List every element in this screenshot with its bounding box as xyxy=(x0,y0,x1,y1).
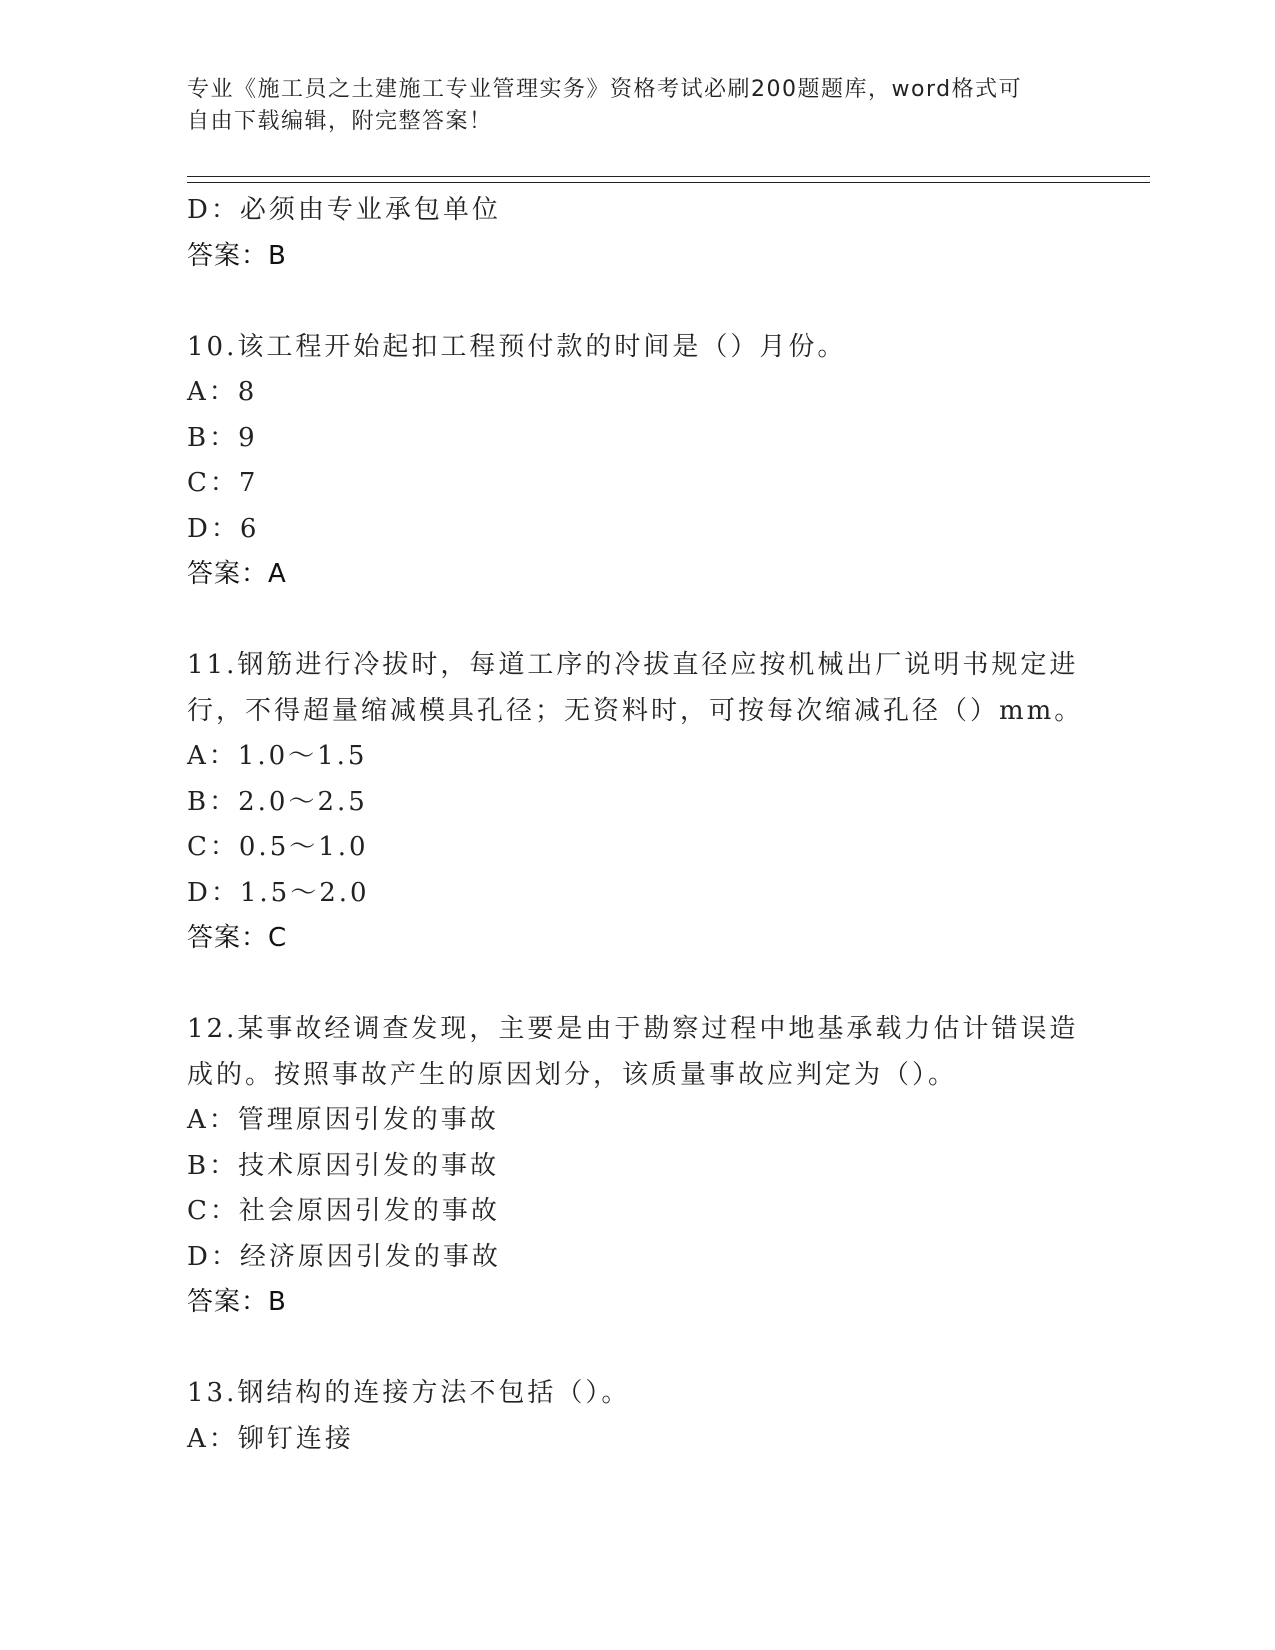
option-c: C：社会原因引发的事故 xyxy=(187,1196,500,1226)
answer-label: 答案：B xyxy=(187,1287,287,1317)
header-divider-bottom xyxy=(187,182,1150,183)
answer-label: 答案：A xyxy=(187,559,287,589)
question-stem-line-1: 11.钢筋进行冷拔时，每道工序的冷拔直径应按机械出厂说明书规定进 xyxy=(187,650,1079,680)
option-a: A：1.0～1.5 xyxy=(187,741,368,771)
option-d: D：1.5～2.0 xyxy=(187,877,370,908)
option-c: C：7 xyxy=(187,468,259,498)
option-a: A：管理原因引发的事故 xyxy=(187,1105,499,1135)
question-stem-line-1: 12.某事故经调查发现，主要是由于勘察过程中地基承载力估计错误造 xyxy=(187,1014,1079,1044)
option-d: D：6 xyxy=(187,513,260,544)
answer-label: 答案：B xyxy=(187,240,287,271)
spacer xyxy=(187,962,1087,1008)
question-stem: 13.钢结构的连接方法不包括（）。 xyxy=(187,1378,631,1408)
header-title-line-2: 自由下载编辑，附完整答案！ xyxy=(187,109,493,134)
question-stem-line-2: 行，不得超量缩减模具孔径；无资料时，可按每次缩减孔径（）mm。 xyxy=(187,695,1084,726)
question-stem: 10.该工程开始起扣工程预付款的时间是（）月份。 xyxy=(187,331,847,362)
option-c: C：0.5～1.0 xyxy=(187,832,369,862)
option-b: B：技术原因引发的事故 xyxy=(187,1150,500,1181)
question-stem-line-2: 成的。按照事故产生的原因划分，该质量事故应判定为（）。 xyxy=(187,1059,958,1090)
question-13 xyxy=(187,1371,1087,1462)
option-d: D：必须由专业承包单位 xyxy=(187,195,501,225)
question-list xyxy=(187,188,1087,1462)
option-a: A：铆钉连接 xyxy=(187,1423,354,1454)
option-a: A：8 xyxy=(187,377,258,407)
question-10 xyxy=(187,325,1087,598)
answer-label: 答案：C xyxy=(187,923,288,953)
option-b: B：9 xyxy=(187,422,258,453)
question-12 xyxy=(187,1007,1087,1326)
question-9-tail xyxy=(187,188,1087,279)
question-11 xyxy=(187,643,1087,962)
spacer xyxy=(187,1326,1087,1372)
spacer xyxy=(187,598,1087,644)
page-header xyxy=(187,74,1067,138)
header-divider-top xyxy=(187,176,1150,177)
spacer xyxy=(187,279,1087,325)
option-d: D：经济原因引发的事故 xyxy=(187,1241,501,1272)
header-title-line-1: 专业《施工员之土建施工专业管理实务》资格考试必刷200题题库，word格式可 xyxy=(187,77,1023,102)
option-b: B：2.0～2.5 xyxy=(187,786,368,817)
